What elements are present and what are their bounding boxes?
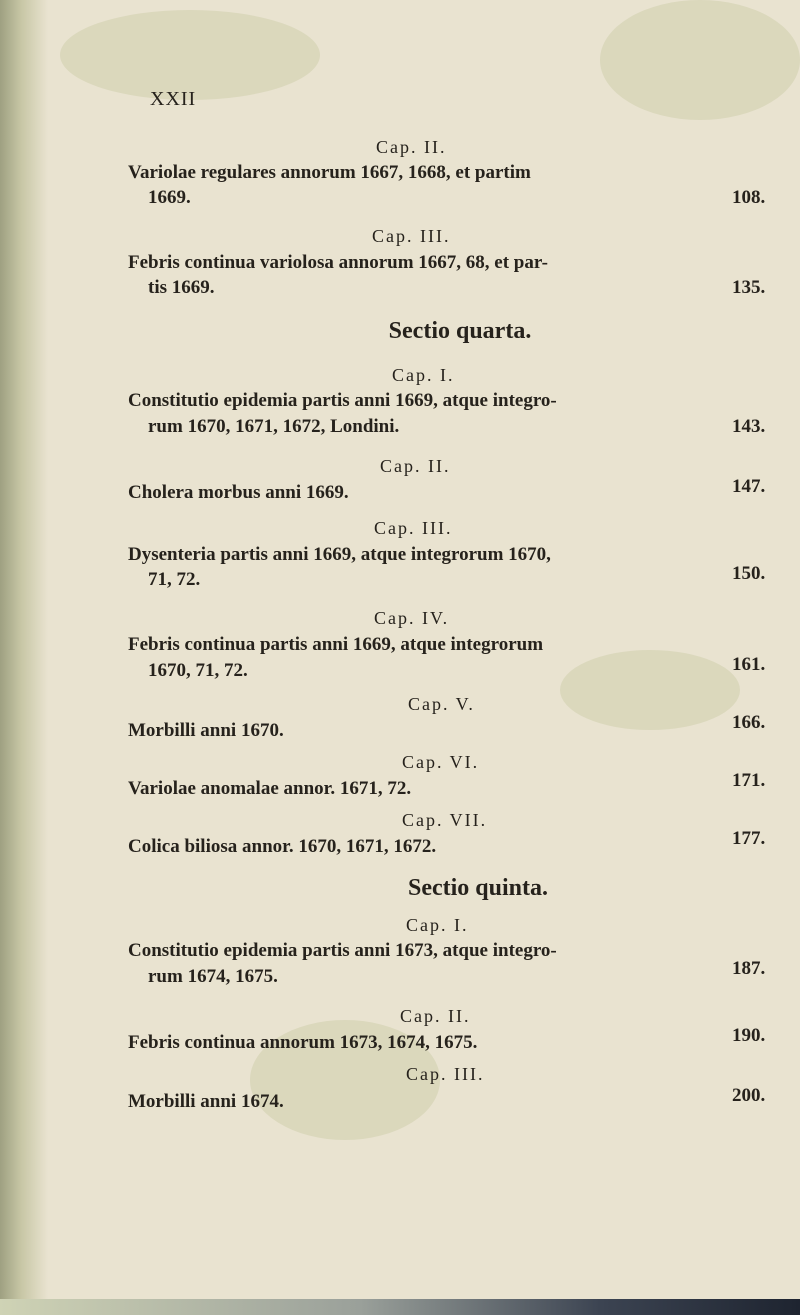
page-ref: 177. <box>732 828 766 849</box>
chapter-label: Cap. III. <box>372 226 451 246</box>
page-ref: 190. <box>732 1025 766 1046</box>
chapter-label: Cap. V. <box>408 694 475 714</box>
chapter-label: Cap. III. <box>374 518 453 538</box>
page-ref: 147. <box>732 476 766 497</box>
chapter-label: Cap. II. <box>376 137 447 157</box>
page-edge-shadow <box>0 0 48 1315</box>
chapter-label: Cap. VII. <box>402 810 488 830</box>
chapter-label: Cap. I. <box>406 915 469 935</box>
page-ref: 200. <box>732 1085 766 1106</box>
chapter-label: Cap. IV. <box>374 608 450 628</box>
entry-line: Variolae anomalae annor. 1671, 72. <box>128 778 412 799</box>
chapter-label: Cap. II. <box>400 1006 471 1026</box>
page-ref: 171. <box>732 770 766 791</box>
entry-line: Constitutio epidemia partis anni 1673, atque integro- <box>128 940 557 961</box>
age-stain <box>560 650 740 730</box>
entry-line: rum 1670, 1671, 1672, Londini. <box>148 416 400 437</box>
entry-line: Morbilli anni 1670. <box>128 720 284 741</box>
entry-line: Dysenteria partis anni 1669, atque integrorum 1670, <box>128 544 551 565</box>
entry-line: Febris continua partis anni 1669, atque integrorum <box>128 634 544 655</box>
entry-line: Colica biliosa annor. 1670, 1671, 1672. <box>128 836 437 857</box>
section-heading: Sectio quinta. <box>407 875 549 901</box>
page-ref: 108. <box>732 187 766 208</box>
entry-line: Variolae regulares annorum 1667, 1668, et partim <box>128 162 531 183</box>
entry-line: tis 1669. <box>148 277 215 298</box>
entry-line: Febris continua variolosa annorum 1667, 68, et par- <box>128 252 548 273</box>
entry-line: rum 1674, 1675. <box>148 966 278 987</box>
page-ref: 150. <box>732 563 766 584</box>
chapter-label: Cap. III. <box>406 1064 485 1084</box>
entry-line: 1670, 71, 72. <box>148 660 248 681</box>
chapter-label: Cap. VI. <box>402 752 480 772</box>
entry-line: Morbilli anni 1674. <box>128 1091 284 1112</box>
page-ref: 143. <box>732 416 766 437</box>
page-bottom-edge <box>0 1299 800 1315</box>
section-heading: Sectio quarta. <box>388 318 532 344</box>
chapter-label: Cap. II. <box>380 456 451 476</box>
entry-line: 1669. <box>148 187 191 208</box>
entry-line: Cholera morbus anni 1669. <box>128 482 349 503</box>
page-ref: 187. <box>732 958 766 979</box>
chapter-label: Cap. I. <box>392 365 455 385</box>
entry-line: 71, 72. <box>148 569 201 590</box>
page-number: XXII <box>150 88 197 110</box>
page-ref: 135. <box>732 277 766 298</box>
entry-line: Constitutio epidemia partis anni 1669, atque integro- <box>128 390 557 411</box>
age-stain <box>60 10 320 100</box>
age-stain <box>600 0 800 120</box>
page-ref: 161. <box>732 654 766 675</box>
entry-line: Febris continua annorum 1673, 1674, 1675. <box>128 1032 478 1053</box>
page-ref: 166. <box>732 712 766 733</box>
